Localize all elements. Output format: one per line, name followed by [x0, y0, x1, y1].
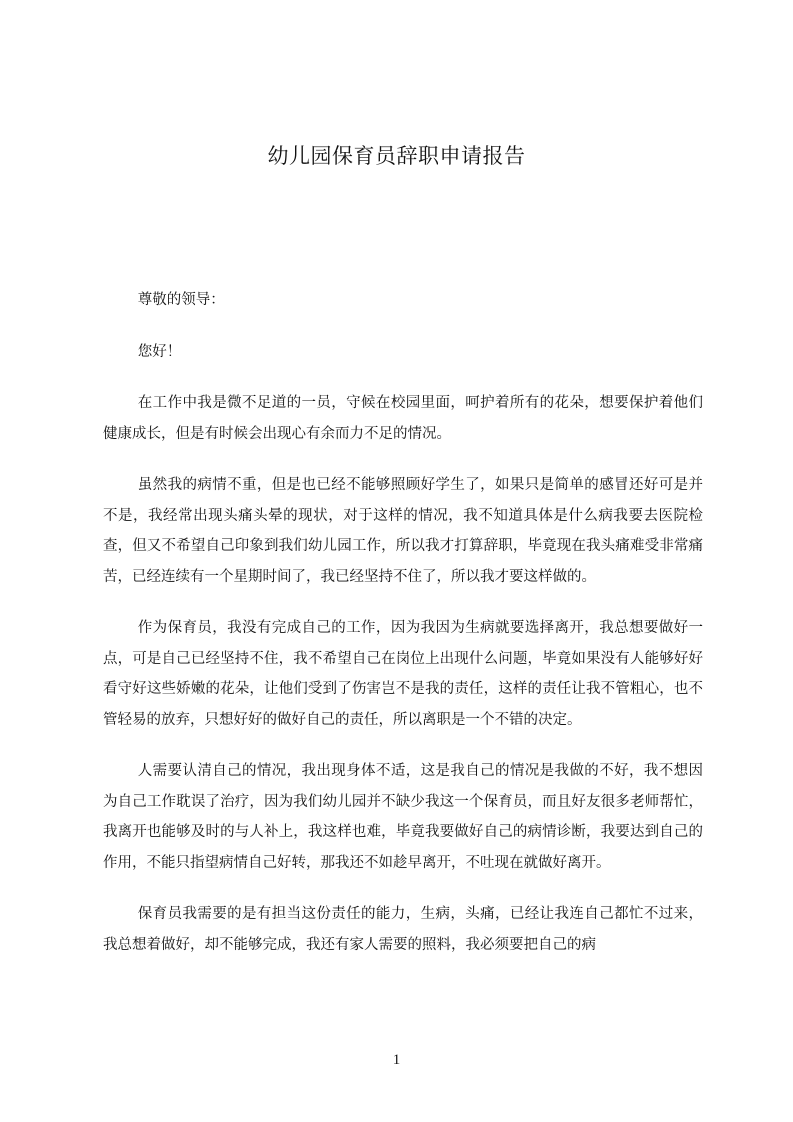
paragraph-3: 作为保育员，我没有完成自己的工作，因为我因为生病就要选择离开，我总想要做好一点，可是自己已经坚持不住，我不希望自己在岗位上出现什么问题，毕竟如果没有人能够好好看守好这些娇嫩的花朵，让他们受到了伤害岂不是我的责任，这样的责任让我不管粗心，也不管轻易的放弃，只想好好的做好自己的责任，所以离职是一个不错的决定。 [103, 620, 703, 728]
document-body [103, 285, 703, 981]
salutation: 尊敬的领导： [137, 292, 225, 308]
paragraph-2: 虽然我的病情不重，但是也已经不能够照顾好学生了，如果只是简单的感冒还好可是并不是，我经常出现头痛头晕的现状，对于这样的情况，我不知道具体是什么病我要去医院检查，但又不希望自己印象到我们幼儿园工作，所以我才打算辞职，毕竟现在我头痛难受非常痛苦，已经连续有一个星期时间了，我已经坚持不住了，所以我才要这样做的。 [103, 477, 703, 585]
greeting: 您好！ [137, 343, 182, 360]
paragraph-4: 人需要认清自己的情况，我出现身体不适，这是我自己的情况是我做的不好，我不想因为自己工作耽误了治疗，因为我们幼儿园并不缺少我这一个保育员，而且好友很多老师帮忙，我离开也能够及时的与人补上，我这样也难，毕竟我要做好自己的病情诊断，我要达到自己的作用，不能只指望病情自己好转，那我还不如趁早离开，不吐现在就做好离开。 [103, 763, 703, 871]
page-number: 1 [392, 1052, 401, 1068]
paragraph-5: 保育员我需要的是有担当这份责任的能力，生病，头痛，已经让我连自己都忙不过来，我总想着做好，却不能够完成，我还有家人需要的照料，我必须要把自己的病 [103, 906, 703, 953]
document-title: 幼儿园保育员辞职申请报告 [267, 144, 526, 168]
paragraph-1: 在工作中我是微不足道的一员，守候在校园里面，呵护着所有的花朵，想要保护着他们健康成长，但是有时候会出现心有余而力不足的情况。 [103, 395, 703, 442]
